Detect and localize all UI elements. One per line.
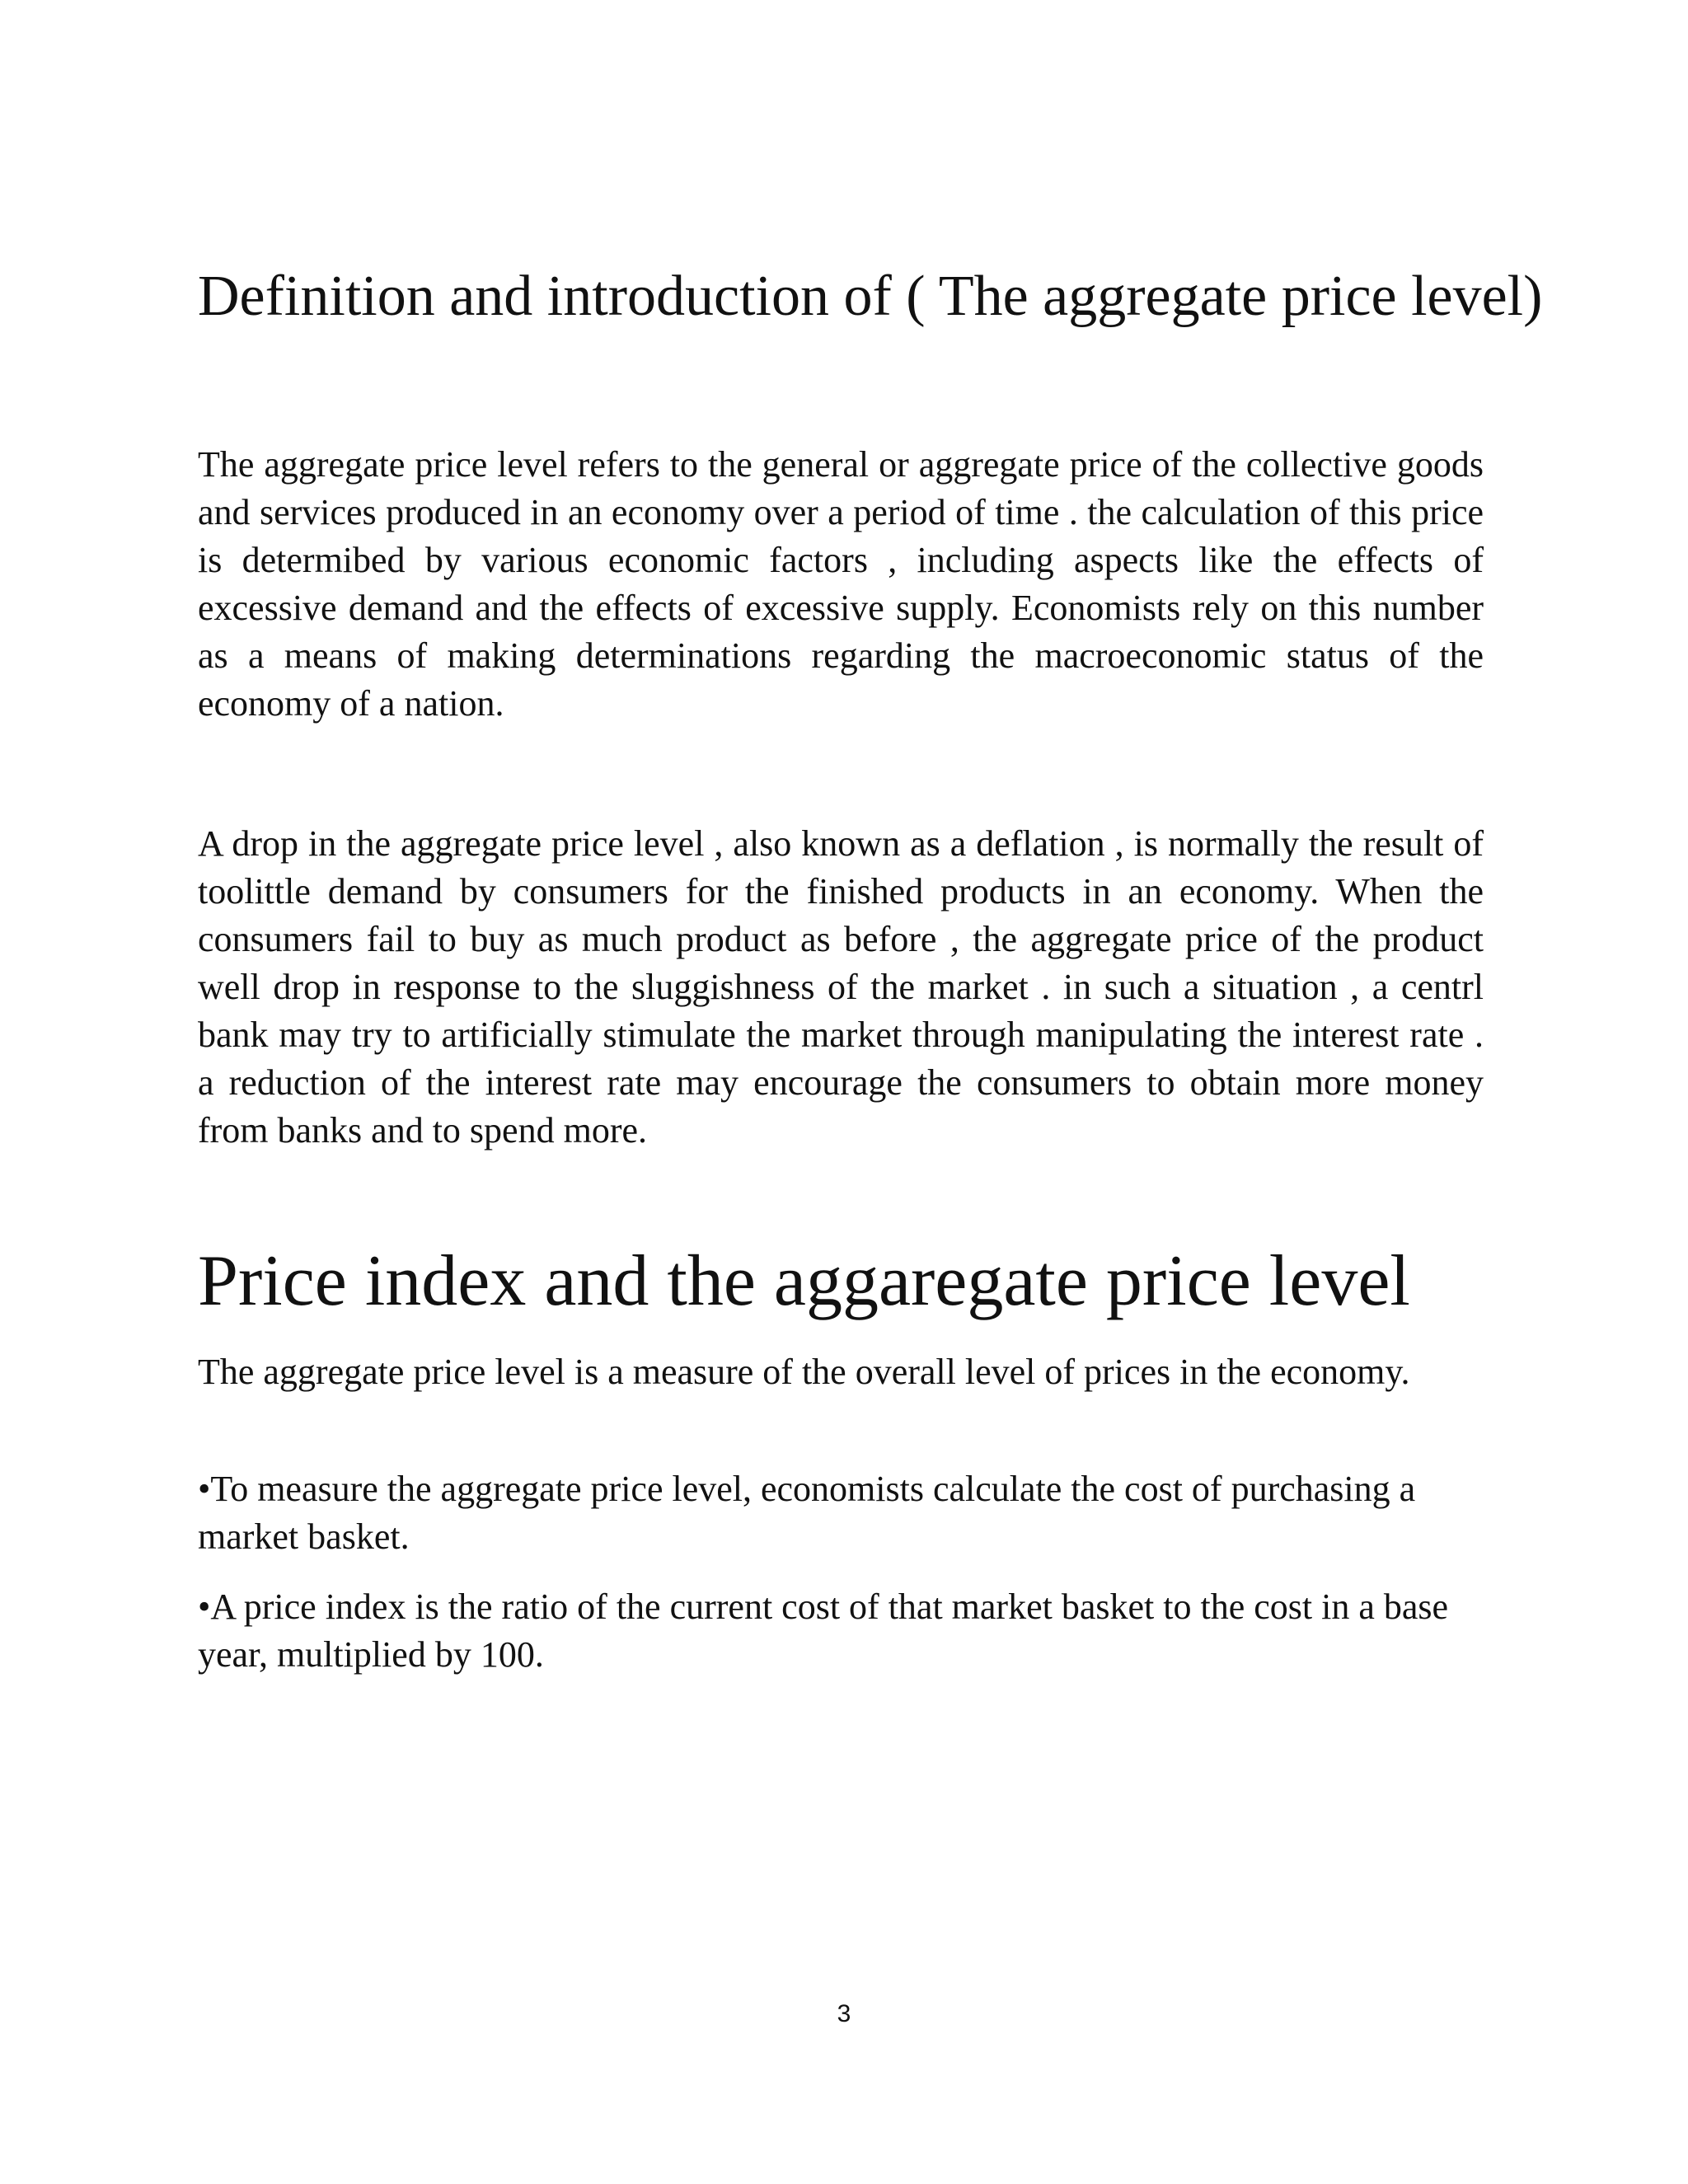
paragraph-deflation: A drop in the aggregate price level , also known as a deflation , is normally the result of toolittle demand by consumers for the finished products in an economy. When the consumers fail to buy as much product as before , the aggregate price of the product well drop in response to the sluggishness of the market . in such a situation , a centrl bank may try to artificially stimulate the market through manipulating the interest rate . a reduction of the interest rate may encourage the consumers to obtain more money from banks and to spend more.	[198, 823, 1484, 1151]
paragraph-definition: The aggregate price level refers to the general or aggregate price of the collective goods and services produced in an economy over a period of time . the calculation of this price is determibed by various economic factors , including aspects like the effects of excessive demand and the effects of excessive supply. Economists rely on this number as a means of making determinations regarding the macroeconomic status of the economy of a nation.	[198, 444, 1484, 724]
section-heading-definition: Definition and introduction of ( The aggregate price level)	[198, 265, 1543, 328]
section-heading-price-index: Price index and the aggaregate price level	[198, 1241, 1410, 1321]
bullet-market-basket: •To measure the aggregate price level, economists calculate the cost of purchasing a market basket.	[198, 1469, 1416, 1557]
bullet-price-index-ratio: •A price index is the ratio of the current cost of that market basket to the cost in a base year, multiplied by 100.	[198, 1586, 1449, 1675]
page-number: 3	[837, 2000, 851, 2027]
paragraph-measure-overview: The aggregate price level is a measure of the overall level of prices in the economy.	[198, 1352, 1410, 1392]
